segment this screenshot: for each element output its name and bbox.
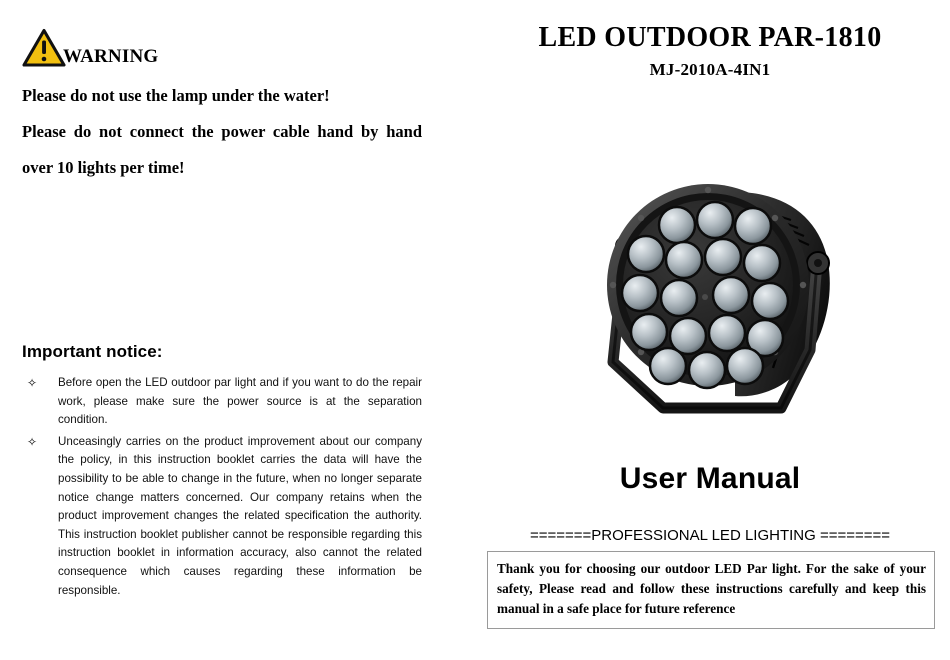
warning-section [22, 26, 422, 186]
product-model: MJ-2010A-4IN1 [649, 60, 771, 79]
warning-label: WARNING [63, 46, 159, 67]
important-notice-title: Important notice: [22, 342, 163, 361]
thank-you-text [497, 559, 926, 619]
diamond-bullet-icon: ✧ [27, 434, 38, 449]
product-title: LED OUTDOOR PAR-1810 [538, 22, 882, 53]
thank-you-box [487, 551, 935, 629]
notice-list-item [22, 374, 422, 430]
important-notice-section [22, 342, 422, 603]
thank-you-line-2: Please read and follow these instructions carefully and keep this manual in a safe [497, 581, 926, 616]
professional-led-lighting-tagline: =======PROFESSIONAL LED LIGHTING ======== [529, 527, 891, 544]
warning-header [22, 26, 422, 68]
warning-line-1: Please do not use the lamp under the water! [22, 86, 330, 105]
important-notice-list [22, 374, 422, 600]
user-manual-heading: User Manual [619, 462, 801, 495]
thank-you-line-3: place for future reference [592, 601, 736, 616]
warning-line-3: over 10 lights per time! [22, 158, 185, 177]
warning-triangle-icon [22, 28, 66, 68]
thank-you-line-1: Thank you for choosing our outdoor LED Par light. For the sake of your safety, [497, 561, 926, 596]
product-section [470, 0, 950, 660]
notice-item-text: Unceasingly carries on the product improvement about our company the policy, in this instruction booklet carries the data will have the possibility to be able to change in the future, when no longer separate notice change matters concerned. Our company retains when the product improvement changes the related specification the authority. This instruction booklet publisher cannot be responsible regarding this instruction booklet in information accuracy, also cannot the related consequence which causes regarding these information be responsible. [58, 434, 422, 597]
diamond-bullet-icon: ✧ [27, 376, 38, 390]
warning-line-2: Please do not connect the power cable hand by hand [22, 122, 422, 141]
notice-list-item [22, 433, 422, 600]
led-par-light-photo [585, 150, 875, 435]
notice-item-text: Before open the LED outdoor par light and if you want to do the repair work, please make sure the power source is at the separation condition. [58, 376, 422, 427]
